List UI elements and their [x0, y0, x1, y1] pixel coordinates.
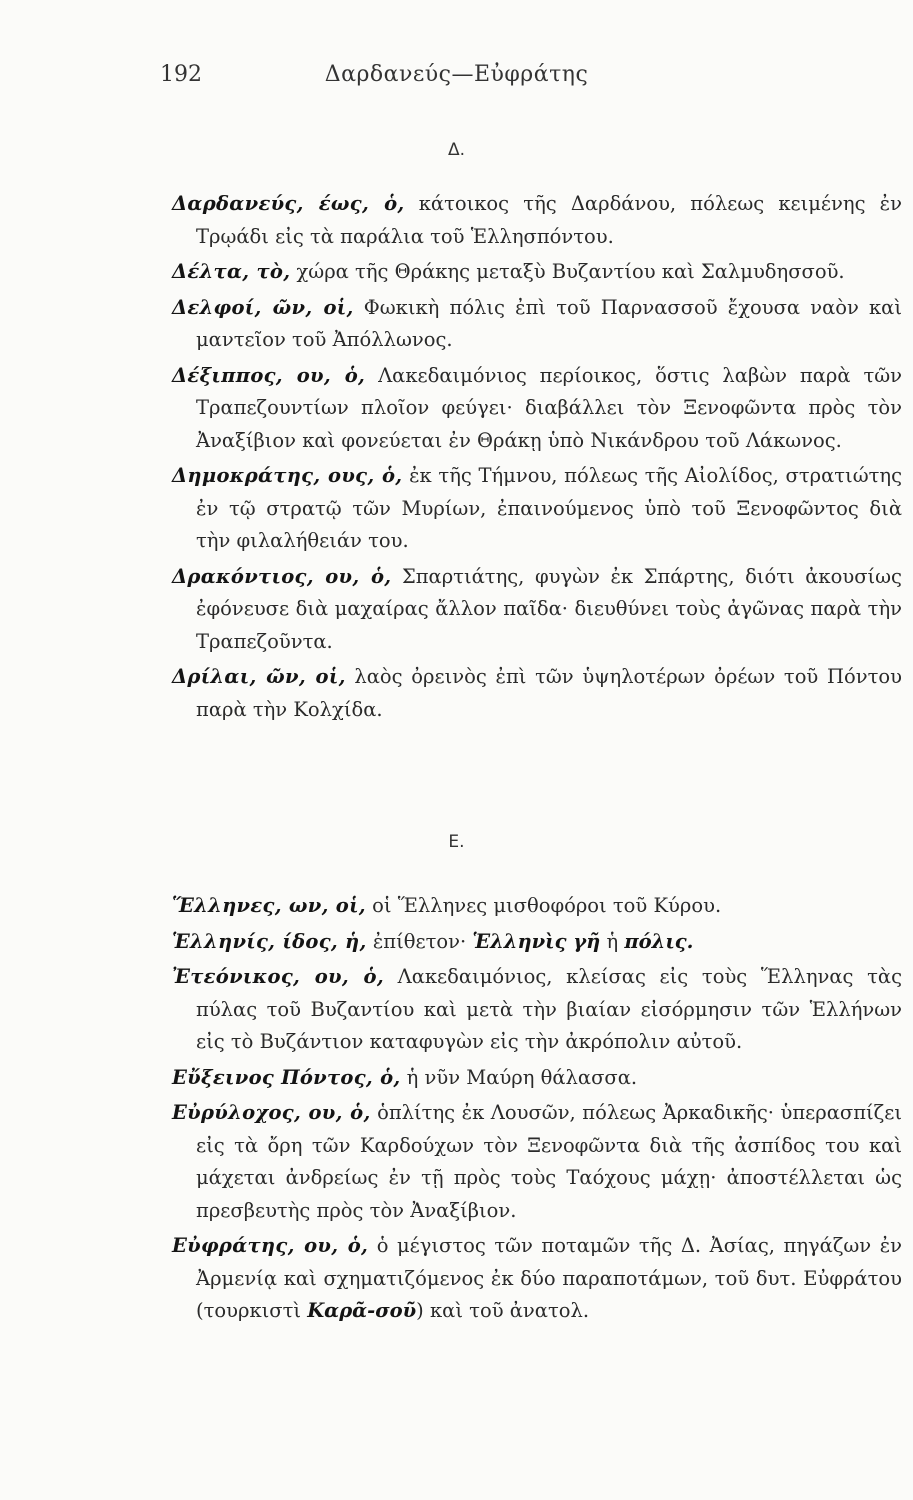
dictionary-entry — [172, 292, 902, 357]
dictionary-entry — [172, 256, 902, 289]
entry-text: ὁπλίτης ἐκ Λουσῶν, πόλεως Ἀρκαδικῆς· ὑπερασπίζει εἰς τὰ ὄρη τῶν Καρδούχων τὸν Ξενοφῶντα διὰ τῆς ἀσπίδος του καὶ μάχεται ἀνδρείως ἐν τῇ πρὸς τοὺς Ταόχους μάχῃ· ἀποστέλλεται ὡς πρεσβευτὴς πρὸς τὸν Ἀναξίβιον. — [196, 1101, 902, 1222]
entry-text: λαὸς ὀρεινὸς ἐπὶ τῶν ὑψηλοτέρων ὀρέων τοῦ Πόντου παρὰ τὴν Κολχίδα. — [196, 665, 902, 721]
dictionary-entry — [172, 188, 902, 253]
dictionary-entry — [172, 561, 902, 659]
entry-headword: Δέξιππος, ου, ὁ, — [172, 363, 366, 387]
entry-headword: Δελφοί, ῶν, οἱ, — [172, 295, 354, 319]
entry-text: κάτοικος τῆς Δαρδάνου, πόλεως κειμένης ἐν Τρῳάδι εἰς τὰ παράλια τοῦ Ἑλλησπόντου. — [196, 192, 902, 248]
entry-text: Λακεδαιμόνιος, κλείσας εἰς τοὺς Ἕλληνας τὰς πύλας τοῦ Βυζαντίου καὶ μετὰ τὴν βιαίαν εἰσόρμησιν τῶν Ἑλλήνων εἰς τὸ Βυζάντιον καταφυγὼν εἰς τὴν ἀκρόπολιν αὐτοῦ. — [196, 965, 903, 1053]
entry-headword: Εὔξεινος Πόντος, ὁ, — [172, 1065, 401, 1089]
dictionary-entry — [172, 926, 902, 959]
entry-headword: Δέλτα, τὸ, — [172, 260, 291, 283]
entry-headword: Ἕλληνες, ων, οἱ, — [172, 894, 366, 917]
dictionary-entry — [172, 890, 902, 923]
entry-text: χώρα τῆς Θράκης μεταξὺ Βυζαντίου καὶ Σαλμυδησσοῦ. — [290, 260, 845, 283]
entry-headword: Εὐρύλοχος, ου, ὁ, — [172, 1101, 371, 1124]
dictionary-entry — [172, 460, 902, 558]
entry-text: οἱ Ἕλληνες μισθοφόροι τοῦ Κύρου. — [365, 894, 722, 917]
page-number: 192 — [160, 62, 202, 87]
entry-headword: Δημοκράτης, ους, ὁ, — [172, 464, 403, 487]
running-title: Δαρδανεύς—Εὐφράτης — [324, 62, 589, 87]
entry-text: ἡ νῦν Μαύρη θάλασσα. — [400, 1065, 638, 1089]
entry-headword: Εὐφράτης, ου, ὁ, — [172, 1234, 369, 1257]
section-letter-epsilon: Ε. — [448, 832, 465, 852]
dictionary-entry — [172, 1062, 902, 1095]
entry-headword: Δρίλαι, ῶν, οἱ, — [172, 665, 346, 688]
section-letter-delta: Δ. — [447, 140, 466, 160]
entry-headword: Ἑλληνίς, ίδος, ἡ, — [172, 929, 367, 953]
page-header — [0, 62, 913, 96]
entry-headword: Ἐτεόνικος, ου, ὁ, — [172, 965, 384, 988]
entry-text: ) καὶ τοῦ ἀνατολ. — [416, 1299, 590, 1322]
entry-headword: Δαρδανεύς, έως, ὁ, — [172, 192, 405, 215]
entry-text: Σπαρτιάτης, φυγὼν ἐκ Σπάρτης, διότι ἀκουσίως ἐφόνευσε διὰ μαχαίρας ἄλλον παῖδα· διευθύνει τοὺς ἀγῶνας παρὰ τὴν Τραπεζοῦντα. — [196, 564, 902, 653]
dictionary-entry — [172, 360, 902, 458]
dictionary-entry — [172, 961, 902, 1059]
entry-emphasis: πόλις. — [624, 929, 694, 953]
entry-text: Λακεδαιμόνιος περίοικος, ὅστις λαβὼν παρὰ τῶν Τραπεζουντίων πλοῖον φεύγει· διαβάλλει τὸν Ξενοφῶντα πρὸς τὸν Ἀναξίβιον καὶ φονεύεται ἐν Θράκῃ ὑπὸ Νικάνδρου τοῦ Λάκωνος. — [196, 363, 902, 452]
entries-section-delta — [172, 188, 902, 729]
entry-text: ὁ μέγιστος τῶν ποταμῶν τῆς Δ. Ἀσίας, πηγάζων ἐν Ἀρμενίᾳ καὶ σχηματιζόμενος ἐκ δύο παραποτάμων, τοῦ δυτ. Εὐφράτου (τουρκιστὶ — [196, 1234, 903, 1322]
dictionary-entry — [172, 1097, 902, 1227]
entry-text: Φωκικὴ πόλις ἐπὶ τοῦ Παρνασσοῦ ἔχουσα ναὸν καὶ μαντεῖον τοῦ Ἀπόλλωνος. — [196, 295, 902, 351]
entry-headword: Δρακόντιος, ου, ὁ, — [172, 564, 392, 588]
entry-text: ἐκ τῆς Τήμνου, πόλεως τῆς Αἰολίδος, στρατιώτης ἐν τῷ στρατῷ τῶν Μυρίων, ἐπαινούμενος ὑπὸ τοῦ Ξενοφῶντος διὰ τὴν φιλαλήθειάν του. — [196, 464, 902, 552]
entry-emphasis: Ἑλληνὶς γῆ — [472, 929, 601, 953]
entry-text: ἡ — [600, 929, 625, 953]
entry-emphasis: Καρᾶ-σοῦ — [307, 1299, 417, 1322]
dictionary-entry — [172, 661, 902, 726]
entries-section-epsilon — [172, 890, 902, 1331]
entry-text: ἐπίθετον· — [366, 929, 473, 953]
dictionary-entry — [172, 1230, 902, 1328]
